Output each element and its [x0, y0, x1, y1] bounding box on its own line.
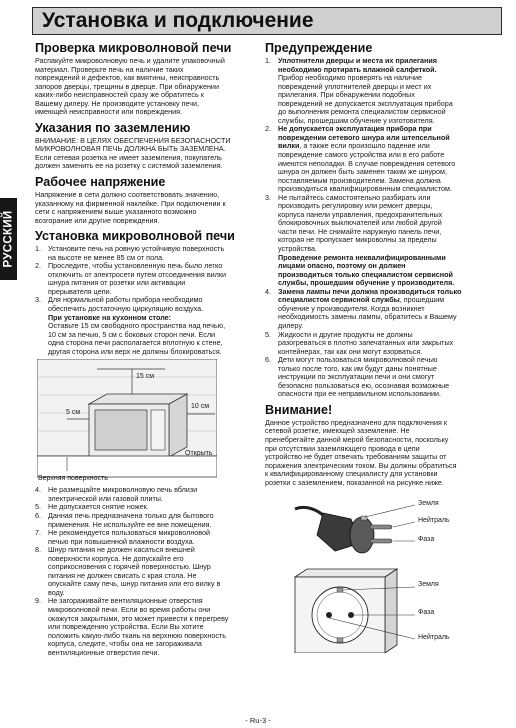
- item-number: 6.: [265, 355, 271, 365]
- item-number: 4.: [35, 485, 41, 495]
- paragraph: [265, 419, 503, 487]
- left-column: [35, 41, 261, 657]
- line: воду.: [48, 587, 65, 597]
- list-item: [35, 529, 261, 546]
- line: питания не должен свисать с края стола. Не: [48, 570, 197, 580]
- line: производить регулировку или ремонт дверцы,: [278, 201, 433, 211]
- line: сети с напряжением выше указанного возможно: [35, 207, 197, 217]
- line: указанному на фирменной наклейке. При подключении к: [35, 198, 226, 208]
- plug-pin-phase: [370, 525, 392, 529]
- line: МИКРОВОЛНОВАЯ ПЕЧЬ ДОЛЖНА БЫТЬ ЗАЗЕМЛЕНА.: [35, 144, 226, 154]
- installation-list-continued: [35, 486, 261, 657]
- plug-phase-label: Фаза: [418, 536, 435, 544]
- item-number: 3.: [265, 192, 271, 202]
- item-number: 3.: [35, 295, 41, 305]
- item-number: 2.: [265, 124, 271, 134]
- line: Вашему дилеру. Не производите установку печи,: [35, 98, 200, 108]
- line: микроволновой печи. Если во время работы они: [48, 604, 211, 614]
- line: только после того, как им будут даны понятные: [278, 363, 437, 373]
- line: при отсутствии заземляющего провода в цепи: [265, 443, 420, 453]
- line: безопасно пользоваться ею, осознавая возможные: [278, 380, 450, 390]
- list-item: [265, 125, 503, 193]
- section-heading: Установка микроволновой печи: [35, 229, 235, 244]
- item-number: 1.: [265, 56, 271, 65]
- line: на высоте не менее 85 см от пола.: [48, 252, 165, 262]
- line: прерывателя цепи.: [48, 286, 112, 296]
- line: другая сторона или верх не должны блокироваться.: [48, 346, 222, 356]
- line: имеются неполадки. В случае повреждения сетевого: [278, 158, 456, 168]
- socket-plate-side: [385, 569, 397, 653]
- right-column: [265, 41, 503, 653]
- line: до выполнения ремонта специалистом сервисной: [278, 107, 446, 117]
- bold-line: повреждении сетевого шнура или штепсельной: [278, 132, 450, 142]
- bold-line: лицами опасно, поэтому он должен: [278, 261, 406, 271]
- line: Не допускается снятие ножек.: [48, 502, 149, 512]
- line: поражения электрическим током. Вы должны обратиться: [265, 460, 457, 470]
- socket-figure-svg: [265, 565, 503, 653]
- line: соприкосновения с горячей поверхностью. Шнур: [48, 562, 211, 572]
- item-number: 1.: [35, 244, 41, 254]
- installation-list: [35, 245, 261, 356]
- list-item: [35, 486, 261, 503]
- line: запоров дверцы, трещины в дверце. При обнаружении: [35, 81, 219, 91]
- socket-hole-right: [348, 612, 354, 618]
- line: службы, прошедшим обучение у изготовителя.: [278, 115, 435, 125]
- line: имеющей неисправности или повреждения.: [35, 107, 183, 117]
- item-number: 5.: [265, 329, 271, 339]
- line: Если сетевая розетка не имеет заземления, покупатель: [35, 152, 222, 162]
- line: прилегания. При обнаружении подобных: [278, 90, 415, 100]
- line: обучение у производителя. Когда возникнет: [278, 303, 425, 313]
- paragraph: [35, 191, 261, 225]
- plug-ground-leader: [365, 505, 415, 517]
- section-heading: Проверка микроволновой печи: [35, 41, 232, 55]
- section-installation: [35, 229, 261, 657]
- plug-face: [350, 517, 374, 553]
- list-item: [35, 512, 261, 529]
- line: пренебрегайте данной мерой безопасности, поскольку: [265, 434, 449, 444]
- bold-line: Уплотнители дверцы и места их прилегания: [278, 56, 437, 65]
- line: Данное устройство предназначено для подключения к: [265, 417, 448, 427]
- item-number: 9.: [35, 596, 41, 606]
- bold-fragment: вилки: [278, 141, 300, 151]
- line: инструкции по эксплуатации печи и они смогут: [278, 372, 435, 382]
- open-label: Открыть: [185, 450, 213, 458]
- socket-neutral-label: Нейтраль: [418, 634, 450, 642]
- line: корпуса панели управления, предохранительных: [278, 209, 443, 219]
- line: одна сторона печи располагается вплотную к стене,: [48, 338, 223, 348]
- item-number: 5.: [35, 502, 41, 512]
- bold-line: При установке на кухонном столе:: [48, 312, 172, 322]
- paragraph: [35, 57, 261, 117]
- section-heading: Внимание!: [265, 402, 333, 417]
- socket-plate-top: [295, 569, 397, 577]
- list-item: [35, 546, 261, 597]
- warning-list: [265, 57, 503, 399]
- line: части печи. Не снимайте наружную панель печи,: [278, 226, 442, 236]
- list-item: [35, 296, 261, 356]
- socket-phase-label: Фаза: [418, 609, 435, 617]
- line: применения. Не используйте ее вне помещения.: [48, 519, 212, 529]
- bold-fragment: специалистом сервисной службы: [278, 295, 400, 305]
- list-item: [35, 597, 261, 657]
- line: возгорание или другие повреждения.: [35, 215, 160, 225]
- line: Не рекомендуется пользоваться микроволновой: [48, 528, 211, 538]
- socket-hole-left: [326, 612, 332, 618]
- clearance-diagram-svg: [37, 359, 217, 484]
- plug-pin-neutral: [370, 539, 392, 543]
- clearance-diagram: [37, 359, 217, 484]
- line: розетки с заземлением, показанной на рисунке ниже.: [265, 477, 444, 487]
- line: Прибор необходимо проверять на наличие: [278, 73, 422, 83]
- line: шнура он должен быть заменен таким же шнуром,: [278, 167, 447, 177]
- section-voltage: [35, 175, 261, 225]
- line: окажутся закрытыми, это может привести к перегреву: [48, 613, 229, 623]
- line: повреждений не допускается эксплуатация прибора: [278, 98, 453, 108]
- line: разогреваться в плотно запечатанных или закрытых: [278, 338, 454, 348]
- bold-line: службы, прошедшим обучение у производителя.: [278, 278, 455, 288]
- line: необходимость замены лампы, обратитесь к Вашему: [278, 312, 457, 322]
- line: материал. Проверьте печь на наличие таких: [35, 64, 184, 74]
- paragraph: [35, 137, 261, 171]
- list-item: [265, 356, 503, 399]
- bold-line: Не допускается эксплуатация прибора при: [278, 124, 432, 134]
- plug-ground-label: Земля: [418, 500, 439, 508]
- microwave-control-panel: [151, 410, 165, 450]
- item-number: 7.: [35, 528, 41, 538]
- socket-figure: [265, 565, 503, 653]
- line: обеспечить достаточную циркуляцию воздуха.: [48, 304, 204, 314]
- plug-neutral-label: Нейтраль: [418, 517, 450, 525]
- line: устройство не будет отвечать требованиям защиты от: [265, 452, 447, 462]
- plug-cable: [295, 508, 325, 518]
- socket-ground-label: Земля: [418, 581, 439, 589]
- line: Напряжение в сети должно соответствовать значению,: [35, 190, 220, 200]
- line: Шнур питания не должен касаться внешней: [48, 545, 195, 555]
- line: Не размещайте микроволновую печь вблизи: [48, 485, 198, 495]
- line: каких-либо неисправностей сразу же обратитесь к: [35, 90, 204, 100]
- line: Не загораживайте вентиляционные отверстия: [48, 596, 203, 606]
- line: Оставьте 15 см свободного пространства над печью,: [48, 321, 226, 331]
- section-heading: Рабочее напряжение: [35, 175, 166, 190]
- line: 10 см за печью, 5 см с боковых сторон печи. Если: [48, 329, 216, 339]
- microwave-door-window: [95, 410, 147, 450]
- page-number: - Ru-3 -: [245, 716, 271, 725]
- line: ВНИМАНИЕ: В ЦЕЛЯХ ОБЕСПЕЧЕНИЯ БЕЗОПАСНОСТИ: [35, 135, 231, 145]
- line: сетевой розетке, имеющей заземление. Не: [265, 426, 410, 436]
- line: должен заменить ее на розетку с системой заземления.: [35, 161, 223, 171]
- language-tab: [0, 198, 17, 280]
- line: печью при повышенной влажности воздуха.: [48, 536, 195, 546]
- list-item: [265, 194, 503, 288]
- list-item: [265, 288, 503, 331]
- bold-line: Замена лампы печи должна производиться только: [278, 286, 462, 296]
- section-warning: [265, 41, 503, 399]
- line: вентиляционные отверстия печи.: [48, 647, 160, 657]
- item-number: 8.: [35, 545, 41, 555]
- line: отключить от электросети путем отсоединения вилки: [48, 269, 227, 279]
- line: шнура питания от розетки или активации: [48, 278, 186, 288]
- line: корпуса, следите, чтобы она не загораживала: [48, 639, 202, 649]
- line: Установите печь на ровную устойчивую поверхность: [48, 244, 225, 254]
- plug-neutral-leader: [393, 522, 415, 527]
- plug-figure: [265, 495, 503, 563]
- back-gap-label: 10 см: [191, 403, 210, 411]
- line: поверхности корпуса. Не допускайте его: [48, 553, 184, 563]
- title-bar: [32, 7, 502, 35]
- line-fragment: , а также если произошло падение или: [299, 141, 430, 151]
- line: к квалифицированному специалисту для установки: [265, 469, 438, 479]
- line: Данная печь предназначена только для бытового: [48, 510, 214, 520]
- side-gap-label: 5 см: [66, 409, 81, 417]
- list-item: [35, 262, 261, 296]
- line: которая не пропускает микроволны за пределы: [278, 235, 437, 245]
- line: повреждений и дефектов, как вмятины, неисправность: [35, 73, 220, 83]
- line: опасности при ее неправильном использовании.: [278, 389, 441, 399]
- line: поставляемым производителем. Замена должна: [278, 175, 441, 185]
- plug-figure-svg: [265, 495, 503, 563]
- line: повреждений уплотнителей дверцы и мест их: [278, 81, 432, 91]
- line: повреждение самого устройства или в его работе: [278, 150, 445, 160]
- bold-line: производиться только специалистом сервисной: [278, 269, 453, 279]
- item-number: 6.: [35, 510, 41, 520]
- line: блокировочных выключателей или любой другой: [278, 218, 442, 228]
- line: Не пытайтесь самостоятельно разбирать или: [278, 192, 431, 202]
- line: Распакуйте микроволновую печь и удалите упаковочный: [35, 56, 225, 65]
- counter-surface: [37, 456, 217, 477]
- socket-ground-bottom: [337, 638, 343, 642]
- line: устройства.: [278, 244, 318, 254]
- surface-label: Верхняя поверхность: [38, 475, 108, 483]
- page-title: Установка и подключение: [42, 9, 314, 32]
- line: дилеру.: [278, 320, 304, 330]
- item-number: 4.: [265, 286, 271, 296]
- section-heading: Предупреждение: [265, 41, 373, 55]
- line: опускайте саму печь, шнур питания или его вилку в: [48, 579, 221, 589]
- line: или повреждению устройства. Если Вы хотите: [48, 622, 204, 632]
- list-item: [265, 331, 503, 357]
- line: производиться квалифицированным специалистом.: [278, 184, 452, 194]
- line: контейнерах, так как они могут взорваться.: [278, 346, 423, 356]
- microwave-side: [169, 394, 187, 457]
- bold-line: Проведение ремонта неквалифицированными: [278, 252, 446, 262]
- item-number: 2.: [35, 261, 41, 271]
- list-item: [35, 245, 261, 262]
- line-fragment: , прошедшим: [399, 295, 445, 305]
- line: Для нормальной работы прибора необходимо: [48, 295, 203, 305]
- top-gap-label: 15 см: [136, 373, 155, 381]
- line: положить какую-либо ткань на верхнюю поверхность: [48, 630, 226, 640]
- line: Проследите, чтобы установленную печь было легко: [48, 261, 223, 271]
- section-grounding: [35, 121, 261, 171]
- line: Жидкости и другие продукты не должны: [278, 329, 413, 339]
- section-heading: Указания по заземлению: [35, 120, 191, 135]
- line: Дети могут пользоваться микроволновой печью: [278, 355, 438, 365]
- line: электрической или газовой плиты.: [48, 493, 163, 503]
- language-tab-label: РУССКИЙ: [2, 210, 15, 268]
- bold-line: необходимо протирать влажной салфеткой.: [278, 64, 437, 74]
- section-attention: [265, 403, 503, 487]
- socket-ground-top: [337, 588, 343, 592]
- section-inspection: [35, 41, 261, 117]
- list-item: [265, 57, 503, 125]
